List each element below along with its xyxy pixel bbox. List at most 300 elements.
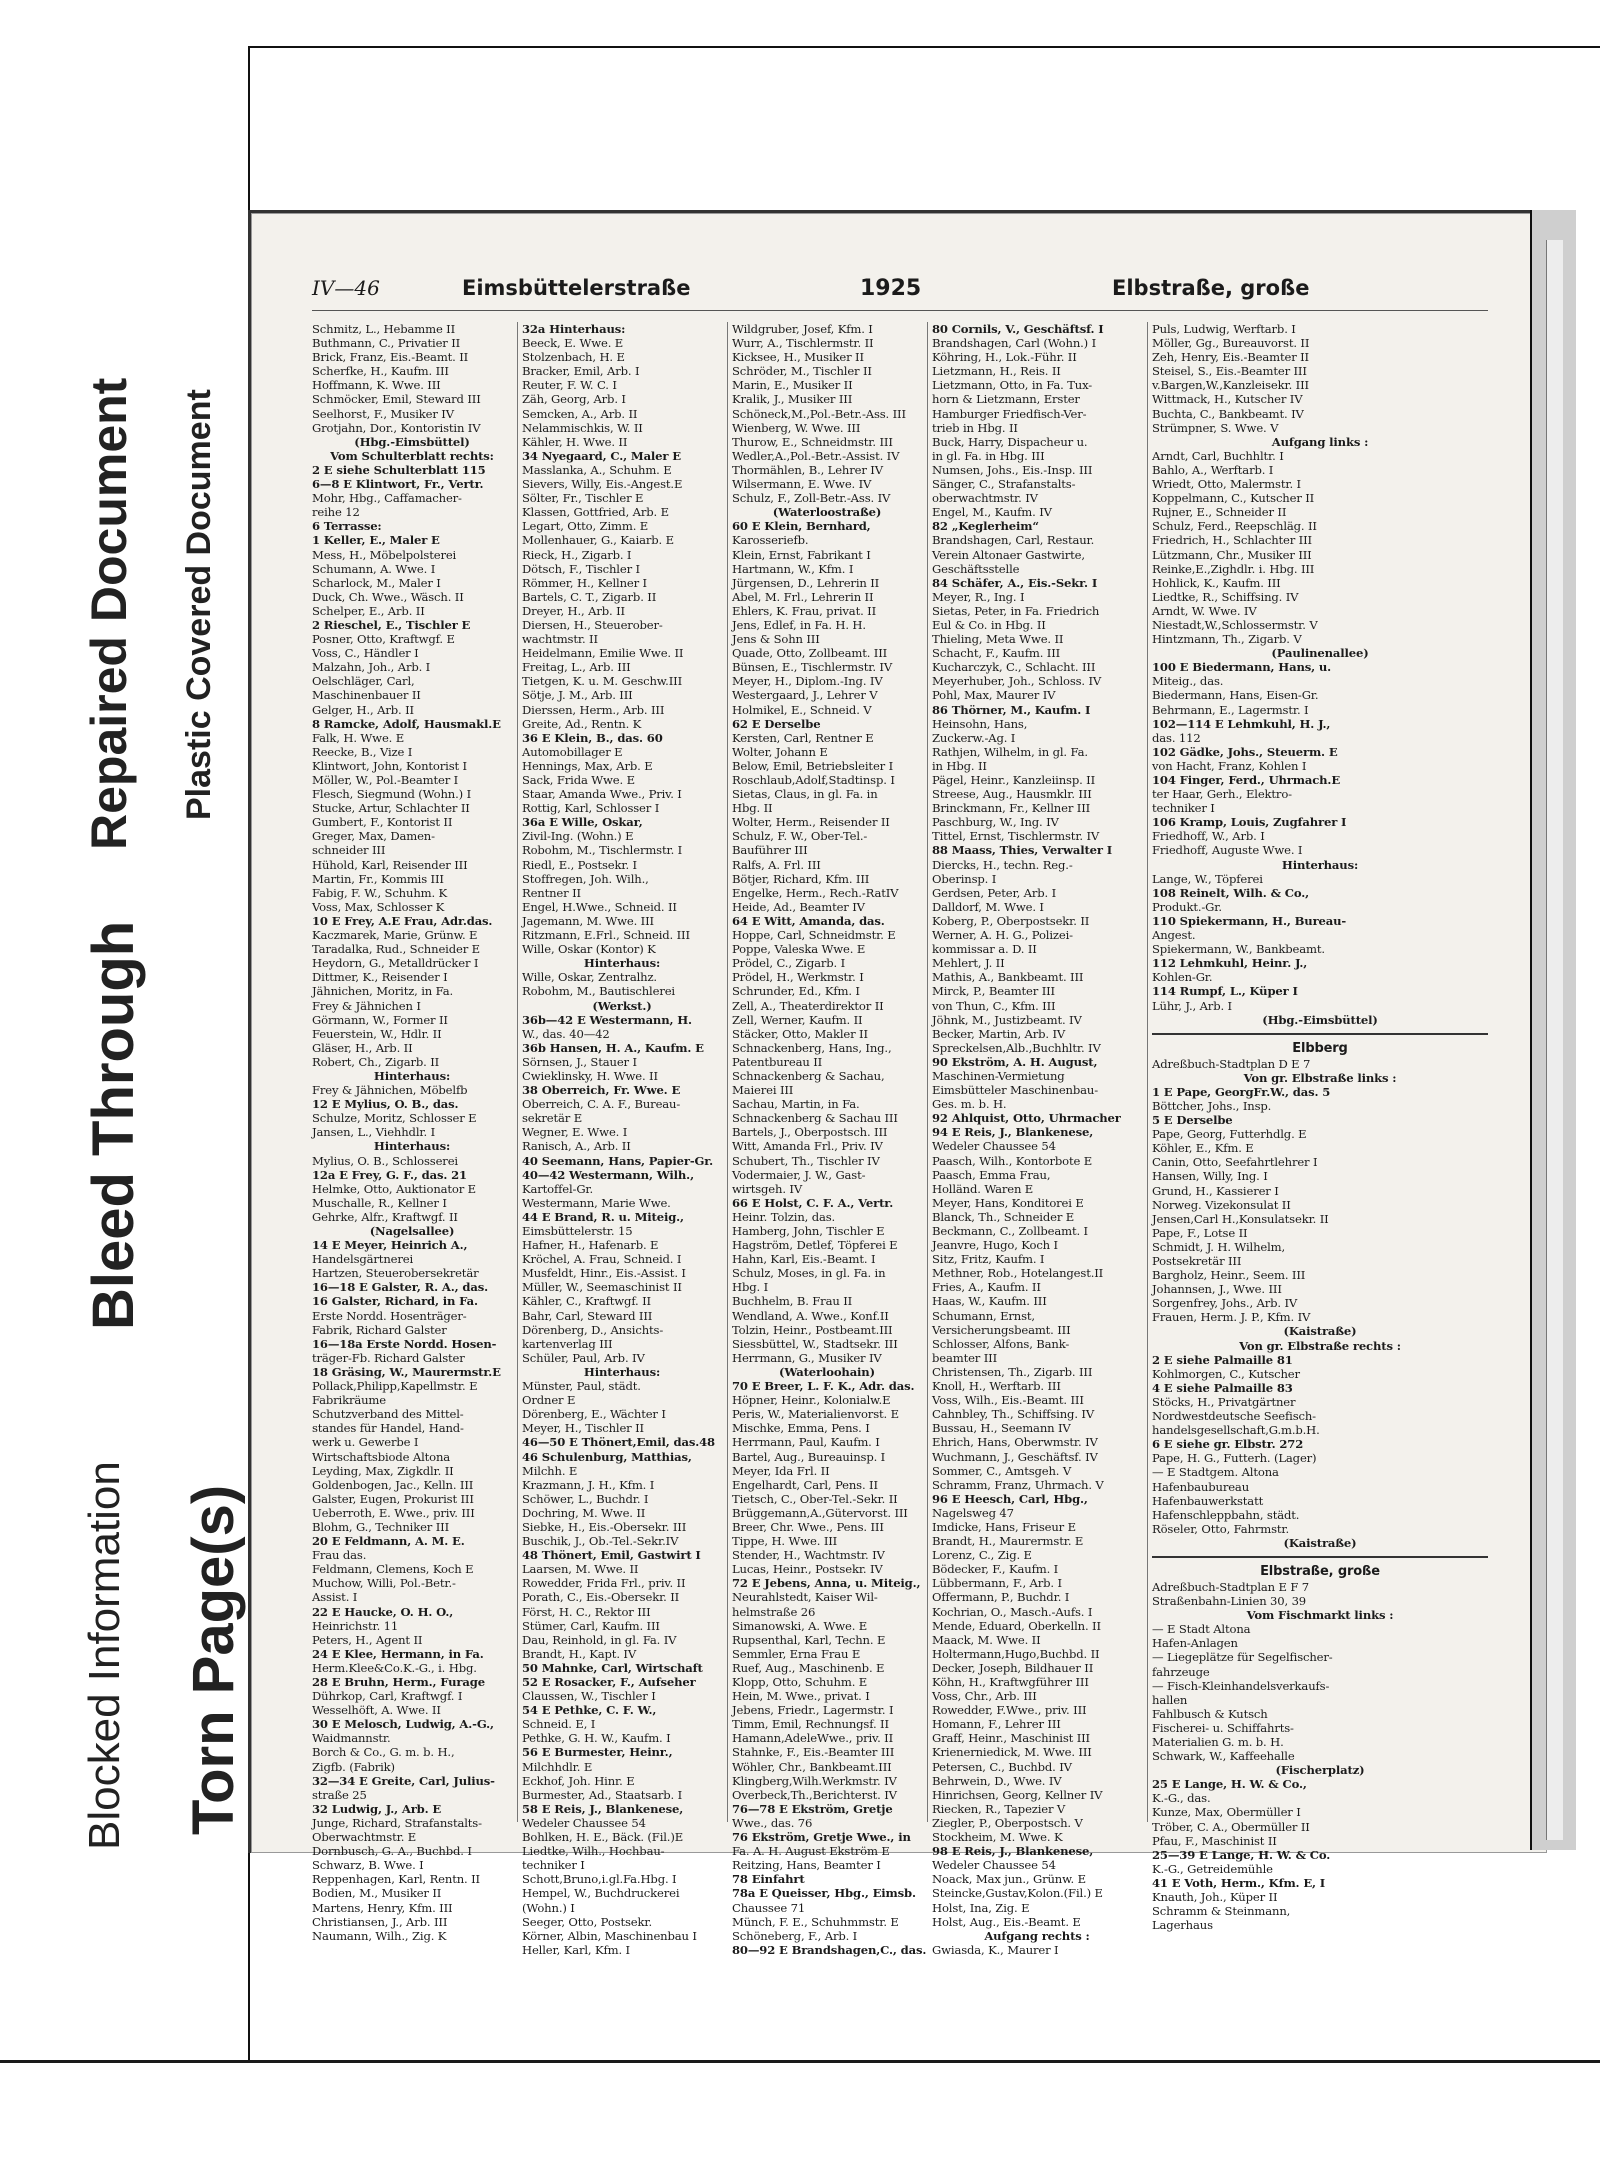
directory-entry: Holmikel, E., Schneid. V (732, 702, 872, 717)
directory-entry: Postsekretär III (1152, 1254, 1242, 1268)
directory-entry: Galster, Eugen, Prokurist III (312, 1491, 474, 1506)
directory-entry: Stockheim, M. Wwe. K (932, 1830, 1063, 1845)
directory-entry: Engel, M., Kaufm. IV (932, 505, 1052, 520)
directory-entry: (Hbg.-Eimsbüttel) (1262, 1012, 1378, 1027)
directory-entry: Kröchel, A. Frau, Schneid. I (522, 1252, 682, 1267)
directory-entry: Hoppe, Carl, Schneidmstr. E (732, 928, 896, 943)
directory-entry: Mirck, P., Beamter III (932, 984, 1055, 999)
directory-entry: Heller, Karl, Kfm. I (522, 1942, 630, 1957)
directory-entry: Thurow, E., Schneidmstr. III (732, 434, 893, 449)
directory-entry: Schubert, Th., Tischler IV (732, 1153, 880, 1168)
directory-entry: Dierssen, Herm., Arb. III (522, 702, 665, 717)
directory-entry: Kähler, H. Wwe. II (522, 434, 628, 449)
directory-entry: Robert, Ch., Zigarb. II (312, 1054, 440, 1069)
directory-entry: Miteig., das. (1152, 674, 1224, 689)
directory-entry: Wille, Oskar (Kontor) K (522, 942, 656, 957)
directory-entry: Kochrian, O., Masch.-Aufs. I (932, 1604, 1093, 1619)
directory-entry: Hempel, W., Buchdruckerei (522, 1886, 680, 1901)
directory-entry: Seeger, Otto, Postsekr. (522, 1914, 653, 1929)
directory-entry: Dührkop, Carl, Kraftwgf. I (312, 1689, 463, 1704)
directory-entry: 98 E Reis, J., Blankenese, (932, 1844, 1094, 1859)
directory-entry: Hamann,AdeleWwe., priv. II (732, 1731, 894, 1746)
directory-entry: Oberinsp. I (932, 871, 997, 886)
directory-entry: Schnackenberg & Sachau III (732, 1111, 898, 1126)
page-right-edge-inner (1546, 240, 1563, 1840)
directory-entry: 32—34 E Greite, Carl, Julius- (312, 1773, 495, 1788)
directory-entry: Numsen, Johs., Eis.-Insp. III (932, 462, 1093, 477)
directory-entry: beamter III (932, 1350, 998, 1365)
directory-entry: Scherfke, H., Kaufm. III (312, 364, 449, 379)
directory-entry: Sorgenfrey, Johs., Arb. IV (1152, 1296, 1298, 1311)
directory-entry: Koppelmann, C., Kutscher II (1152, 491, 1315, 506)
directory-entry: 12 E Mylius, O. B., das. (312, 1097, 459, 1112)
directory-entry: Rujner, E., Schneider II (1152, 505, 1287, 520)
directory-entry: Hartmann, W., Kfm. I (732, 561, 854, 576)
directory-entry: Norweg. Vizekonsulat II (1152, 1197, 1291, 1212)
directory-entry: Engelhardt, Carl, Pens. II (732, 1477, 878, 1492)
directory-entry: Spreckelsen,Alb.,Buchhltr. IV (932, 1040, 1101, 1055)
torn-pages-label: Torn Page(s) (181, 1484, 246, 1835)
directory-entry: Jagemann, M. Wwe. III (522, 913, 654, 928)
directory-entry: Siebke, H., Eis.-Obersekr. III (522, 1519, 687, 1534)
directory-entry: Wedeler Chaussee 54 (932, 1858, 1056, 1873)
directory-entry: Schmöcker, Emil, Steward III (312, 392, 481, 407)
directory-entry: 110 Spiekermann, H., Bureau- (1152, 913, 1347, 928)
directory-entry: Tittel, Ernst, Tischlermstr. IV (932, 829, 1100, 844)
directory-entry: träger-Fb. Richard Galster (312, 1350, 465, 1365)
directory-entry: Lübbermann, F., Arb. I (932, 1576, 1062, 1591)
directory-entry: Holst, Aug., Eis.-Beamt. E (932, 1914, 1081, 1929)
directory-entry: Krienerniedick, M. Wwe. III (932, 1745, 1092, 1760)
directory-entry: Dreyer, H., Arb. II (522, 603, 625, 618)
directory-entry: Ehrich, Hans, Oberwmstr. IV (932, 1435, 1098, 1450)
directory-entry: Bussau, H., Seemann IV (932, 1421, 1071, 1436)
column-divider (927, 322, 928, 1822)
directory-entry: Feldmann, Clemens, Koch E (312, 1562, 474, 1577)
directory-entry: Bargholz, Heinr., Seem. III (1152, 1268, 1306, 1283)
directory-entry: Freitag, L., Arb. III (522, 660, 631, 675)
directory-entry: Hinterhaus: (583, 956, 661, 971)
directory-entry: Goldenbogen, Jac., Kelln. III (312, 1477, 474, 1492)
directory-entry: Erste Nordd. Hosenträger- (312, 1308, 467, 1323)
directory-entry: Mende, Eduard, Oberkelln. II (932, 1618, 1101, 1633)
directory-entry: Herrmann, Paul, Kaufm. I (732, 1435, 880, 1450)
directory-entry: Klassen, Gottfried, Arb. E (522, 505, 669, 520)
directory-entry: Rentner II (522, 885, 581, 900)
directory-entry: Zuckerw.-Ag. I (932, 730, 1016, 745)
directory-entry: (Kaistraße) (1283, 1535, 1357, 1550)
column-1 (312, 322, 512, 1943)
directory-entry: Schöneberg, F., Arb. I (732, 1928, 858, 1943)
directory-entry: Canin, Otto, Seefahrtlehrer I (1152, 1155, 1318, 1170)
directory-entry: 112 Lehmkuhl, Heinr. J., (1152, 956, 1308, 971)
directory-entry: Helmke, Otto, Auktionator E (312, 1181, 476, 1196)
directory-entry: von Hacht, Franz, Kohlen I (1152, 758, 1307, 773)
directory-entry: Tolzin, Heinr., Postbeamt.III (732, 1322, 893, 1337)
directory-entry: Tietgen, K. u. M. Geschw.III (522, 674, 682, 689)
directory-entry: Neurahlstedt, Kaiser Wil- (732, 1590, 878, 1605)
directory-entry: Jebens, Friedr., Lagermstr. I (732, 1703, 894, 1718)
directory-entry: schneider III (312, 843, 386, 858)
directory-entry: Gerdsen, Peter, Arb. I (932, 885, 1057, 900)
directory-entry: Jähnichen, Moritz, in Fa. (312, 984, 454, 999)
directory-entry: Muschalle, R., Kellner I (312, 1195, 447, 1210)
directory-entry: Simanowski, A. Wwe. E (732, 1618, 868, 1633)
directory-entry: Brandt, H., Kapt. IV (522, 1646, 637, 1661)
directory-entry: Reppenhagen, Karl, Rentn. II (312, 1872, 480, 1887)
directory-entry: (Nagelsallee) (369, 1224, 455, 1238)
directory-entry: Overbeck,Th.,Berichterst. IV (732, 1787, 897, 1802)
directory-entry: Kunze, Max, Obermüller I (1152, 1805, 1301, 1820)
directory-entry: Leyding, Max, Zigkdlr. II (312, 1463, 454, 1478)
directory-entry: Brüggemann,A.,Gütervorst. III (732, 1505, 908, 1520)
directory-entry: — E Stadt Altona (1152, 1622, 1251, 1637)
directory-entry: Wolter, Johann E (732, 744, 828, 759)
column-2 (522, 322, 722, 1957)
directory-entry: handelsgesellschaft,G.m.b.H. (1152, 1423, 1320, 1438)
directory-entry: Bodien, M., Musiker II (312, 1886, 442, 1901)
directory-entry: Buchhelm, B. Frau II (732, 1294, 853, 1309)
directory-entry: Eimsbüttelerstr. 15 (522, 1224, 633, 1238)
directory-entry: Hamburger Friedfisch-Ver- (932, 406, 1087, 421)
directory-entry: Decker, Joseph, Bildhauer II (932, 1660, 1094, 1675)
directory-columns (312, 322, 1488, 1957)
directory-entry: Wolter, Herm., Reisender II (732, 815, 890, 830)
directory-entry: Stoffregen, Joh. Wilh., (522, 871, 649, 886)
directory-entry: Scharlock, M., Maler I (312, 575, 441, 590)
directory-entry: werk u. Gewerbe I (312, 1435, 419, 1450)
directory-entry: 80 Cornils, V., Geschäftsf. I (932, 322, 1104, 336)
section-rule (1152, 1033, 1488, 1041)
directory-entry: Stümer, Carl, Kaufm. III (522, 1618, 660, 1633)
directory-entry: Lietzmann, Otto, in Fa. Tux- (932, 378, 1093, 393)
directory-entry: Pape, F., Lotse II (1152, 1225, 1248, 1240)
directory-entry: Schmidt, J. H. Wilhelm, (1152, 1239, 1286, 1254)
directory-entry: techniker I (1152, 801, 1215, 816)
directory-entry: Bartels, C. T., Zigarb. II (522, 589, 657, 604)
directory-entry: Brandshagen, Carl (Wohn.) I (932, 336, 1097, 351)
directory-entry: Lützmann, Chr., Musiker III (1152, 547, 1312, 562)
directory-entry: Frauen, Herm. J. P., Kfm. IV (1152, 1310, 1311, 1325)
directory-entry: 2 Rieschel, E., Tischler E (312, 617, 471, 632)
directory-entry: Hinterhaus: (1281, 857, 1359, 872)
directory-entry: Köhler, E., Kfm. E (1152, 1141, 1254, 1156)
directory-entry: Blanck, Th., Schneider E (932, 1209, 1075, 1224)
directory-entry: Flesch, Siegmund (Wohn.) I (312, 787, 472, 802)
directory-entry: Buchta, C., Bankbeamt. IV (1152, 406, 1304, 421)
directory-entry: 66 E Holst, C. F. A., Vertr. (732, 1195, 894, 1210)
directory-entry: Kohlen-Gr. (1152, 970, 1213, 985)
directory-entry: Taradalka, Rud., Schneider E (312, 942, 480, 957)
directory-entry: Cahnbley, Th., Schiffsing. IV (932, 1407, 1095, 1422)
directory-entry: Sänger, C., Strafanstalts- (932, 477, 1076, 492)
page-number: IV—46 (312, 276, 380, 300)
directory-entry: 46—50 E Thönert,Emil, das.48 (522, 1435, 715, 1450)
directory-entry: Hintzmann, Th., Zigarb. V (1152, 632, 1302, 647)
directory-entry: Sölter, Fr., Tischler E (522, 491, 644, 506)
directory-entry: Liedtke, R., Schiffsing. IV (1152, 589, 1299, 604)
directory-entry: 58 E Reis, J., Blankenese, (522, 1801, 684, 1816)
directory-entry: trieb in Hbg. II (932, 420, 1018, 435)
directory-entry: Ziegler, P., Oberpostsch. V (932, 1815, 1083, 1830)
directory-entry: Greite, Ad., Rentn. K (522, 716, 642, 731)
directory-entry: 52 E Rosacker, F., Aufseher (522, 1675, 696, 1689)
directory-entry: Heydorn, G., Metalldrücker I (312, 956, 479, 971)
directory-entry: v.Bargen,W.,Kanzleisekr. III (1152, 378, 1309, 393)
directory-entry: Geschäftsstelle (932, 561, 1020, 576)
directory-entry: 90 Ekström, A. H. August, (932, 1054, 1098, 1069)
directory-entry: Grotjahn, Dor., Kontoristin IV (312, 420, 481, 435)
directory-entry: Pollack,Philipp,Kapellmstr. E (312, 1379, 478, 1394)
directory-entry: Lange, W., Töpferei (1152, 871, 1263, 886)
directory-entry: Greger, Max, Damen- (312, 829, 435, 844)
directory-entry: K.-G., Getreidemühle (1152, 1861, 1273, 1876)
directory-entry: Breer, Chr. Wwe., Pens. III (732, 1519, 884, 1534)
directory-entry: Musfeldt, Hinr., Eis.-Assist. I (522, 1266, 686, 1281)
directory-entry: Bötjer, Richard, Kfm. III (732, 871, 870, 886)
directory-entry: Kartoffel-Gr. (522, 1181, 594, 1196)
directory-entry: 102—114 E Lehmkuhl, H. J., (1152, 716, 1331, 731)
directory-entry: 44 E Brand, R. u. Miteig., (522, 1209, 684, 1224)
directory-entry: Hühold, Karl, Reisender III (312, 857, 468, 872)
directory-entry: Friedhoff, Auguste Wwe. I (1152, 843, 1303, 858)
directory-entry: 2 E siehe Palmaille 81 (1152, 1352, 1293, 1367)
directory-entry: 82 „Keglerheim“ (932, 519, 1039, 534)
directory-entry: Bracker, Emil, Arb. I (522, 364, 640, 379)
directory-entry: Kohlmorgen, C., Kutscher (1152, 1366, 1300, 1381)
directory-entry: Jürgensen, D., Lehrerin II (732, 575, 880, 590)
directory-entry: 76 Ekström, Gretje Wwe., in (732, 1830, 911, 1845)
directory-entry: Straßenbahn-Linien 30, 39 (1152, 1594, 1307, 1609)
directory-entry: Schelper, E., Arb. II (312, 603, 425, 618)
directory-entry: Schöneck,M.,Pol.-Betr.-Ass. III (732, 406, 906, 421)
directory-entry: 108 Reinelt, Wilh. & Co., (1152, 885, 1309, 900)
directory-entry: Christiansen, J., Arb. III (312, 1914, 448, 1929)
directory-entry: Versicherungsbeamt. III (932, 1322, 1071, 1337)
directory-entry: Körner, Albin, Maschinenbau I (522, 1928, 697, 1943)
directory-entry: Heidelmann, Emilie Wwe. II (522, 646, 684, 661)
directory-entry: Ranisch, A., Arb. II (522, 1139, 631, 1154)
directory-entry: 54 E Pethke, C. F. W., (522, 1703, 657, 1718)
directory-entry: Sietas, Peter, in Fa. Friedrich (932, 603, 1100, 618)
directory-entry: 6 Terrasse: (312, 519, 382, 534)
directory-entry: 34 Nyegaard, C., Maler E (522, 448, 681, 463)
directory-entry: 114 Rumpf, L., Küper I (1152, 984, 1298, 999)
directory-entry: in gl. Fa. in Hbg. III (932, 448, 1045, 463)
directory-entry: Ralfs, A. Frl. III (732, 857, 821, 872)
directory-entry: Assist. I (312, 1590, 358, 1605)
directory-entry: 64 E Witt, Amanda, das. (732, 913, 885, 928)
directory-entry: Von gr. Elbstraße links : (1243, 1070, 1397, 1085)
directory-entry: Meyer, H., Diplom.-Ing. IV (732, 674, 883, 689)
directory-entry: hallen (1152, 1692, 1188, 1707)
directory-entry: Abel, M. Frl., Lehrerin II (732, 589, 874, 604)
directory-entry: Seelhorst, F., Musiker IV (312, 406, 454, 421)
directory-entry: 48 Thönert, Emil, Gastwirt I (522, 1548, 701, 1563)
directory-entry: 96 E Heesch, Carl, Hbg., (932, 1491, 1088, 1506)
directory-entry: Lagerhaus (1152, 1918, 1213, 1933)
directory-entry: 32 Ludwig, J., Arb. E (312, 1801, 442, 1816)
column-divider (517, 322, 518, 1822)
directory-entry: 76—78 E Ekström, Gretje (732, 1801, 893, 1816)
directory-entry: Köhring, H., Lok.-Führ. II (932, 350, 1077, 365)
directory-entry: 36 E Klein, B., das. 60 (522, 730, 663, 745)
directory-entry: Kucharczyk, C., Schlacht. III (932, 660, 1096, 675)
directory-entry: Nagelsweg 47 (932, 1505, 1014, 1520)
directory-entry: Methner, Rob., Hotelangest.II (932, 1266, 1104, 1281)
directory-entry: Streese, Aug., Hausmklr. III (932, 787, 1092, 802)
directory-entry: Kähler, C., Kraftwgf. II (522, 1294, 651, 1309)
directory-entry: Aufgang links : (1271, 434, 1369, 449)
directory-entry: Tippe, H. Wwe. III (732, 1534, 838, 1549)
directory-entry: Buschik, J., Ob.-Tel.-Sekr.IV (522, 1534, 679, 1549)
directory-entry: Engel, H.Wwe., Schneid. II (522, 899, 677, 914)
directory-entry: 62 E Derselbe (732, 716, 821, 731)
directory-entry: 72 E Jebens, Anna, u. Miteig., (732, 1576, 921, 1591)
directory-entry: Wilsermann, E. Wwe. IV (732, 477, 872, 492)
directory-entry: Steisel, S., Eis.-Beamter III (1152, 364, 1307, 379)
directory-entry: Thormählen, B., Lehrer IV (732, 462, 883, 477)
directory-entry: Rowedder, F.Wwe., priv. III (932, 1703, 1087, 1718)
directory-entry: Jens, Edlef, in Fa. H. H. (732, 617, 866, 632)
directory-entry: Meyer, R., Ing. I (932, 589, 1025, 604)
directory-entry: Ueberroth, E. Wwe., priv. III (312, 1505, 475, 1520)
directory-entry: Koberg, P., Oberpostsekr. II (932, 913, 1090, 928)
directory-entry: Westermann, Marie Wwe. (522, 1195, 671, 1210)
directory-entry: Sötje, J. M., Arb. III (522, 688, 633, 703)
directory-entry: Diersen, H., Steuerober- (522, 617, 663, 632)
directory-entry: Voss, Wilh., Eis.-Beamt. III (932, 1393, 1084, 1408)
directory-entry: Wriedt, Otto, Malermstr. I (1152, 477, 1301, 492)
directory-entry: Malzahn, Joh., Arb. I (312, 660, 431, 675)
directory-entry: Rieck, H., Zigarb. I (522, 547, 632, 562)
directory-entry: Bartels, J., Oberpostsch. III (732, 1125, 888, 1140)
directory-entry: Semcken, A., Arb. II (522, 406, 638, 421)
column-5 (1152, 322, 1488, 1933)
directory-entry: Niestadt,W.,Schlossermstr. V (1152, 617, 1318, 632)
directory-entry: Witt, Amanda Frl., Priv. IV (732, 1139, 883, 1154)
directory-entry: Milchhdlr. E (522, 1759, 593, 1774)
directory-entry: Schulz, F. W., Ober-Tel.- (732, 829, 868, 844)
directory-entry: Oelschläger, Carl, (312, 674, 415, 689)
directory-entry: Hafenbaubureau (1152, 1479, 1250, 1494)
directory-entry: Mollenhauer, G., Kaiarb. E (522, 533, 674, 548)
directory-entry: Frey & Jähnichen I (312, 998, 421, 1013)
directory-entry: Hinterhaus: (373, 1139, 451, 1154)
directory-entry: Schnackenberg & Sachau, (732, 1068, 885, 1083)
directory-entry: 14 E Meyer, Heinrich A., (312, 1238, 468, 1253)
directory-entry: Grund, H., Kassierer I (1152, 1183, 1279, 1198)
directory-entry: Brick, Franz, Eis.-Beamt. II (312, 350, 469, 365)
directory-entry: Gelger, H., Arb. II (312, 702, 414, 717)
directory-entry: Johannsen, J., Wwe. III (1152, 1282, 1282, 1297)
directory-entry: 2 E siehe Schulterblatt 115 (312, 462, 486, 477)
directory-entry: Wildgruber, Josef, Kfm. I (732, 322, 873, 336)
directory-entry: Martens, Henry, Kfm. III (312, 1900, 453, 1915)
directory-entry: Milchh. E (522, 1463, 578, 1478)
directory-entry: Dörenberg, D., Ansichts- (522, 1322, 664, 1337)
directory-entry: Wedeler Chaussee 54 (522, 1815, 646, 1830)
directory-entry: Jöhnk, M., Justizbeamt. IV (932, 1012, 1082, 1027)
directory-entry: Peters, H., Agent II (312, 1632, 423, 1647)
directory-entry: Robohm, M., Tischlermstr. I (522, 843, 683, 858)
directory-entry: Karosseriefb. (732, 533, 809, 548)
directory-entry: fahrzeuge (1152, 1664, 1210, 1679)
directory-entry: (Hbg.-Eimsbüttel) (354, 434, 470, 449)
directory-entry: Hagström, Detlef, Töpferei E (732, 1238, 898, 1253)
directory-entry: Herrmann, G., Musiker IV (732, 1350, 882, 1365)
directory-entry: Schlosser, Alfons, Bank- (932, 1336, 1070, 1351)
directory-entry: Stucke, Artur, Schlachter II (312, 801, 470, 816)
directory-entry: Schöwer, L., Buchdr. I (522, 1491, 649, 1506)
directory-entry: 56 E Burmester, Heinr., (522, 1745, 673, 1760)
directory-entry: Falk, H. Wwe. E (312, 730, 405, 745)
directory-entry: 36b Hansen, H. A., Kaufm. E (522, 1040, 704, 1055)
section-rule (1152, 1556, 1488, 1564)
directory-entry: Strümpner, S. Wwe. V (1152, 420, 1279, 435)
directory-entry: 32a Hinterhaus: (522, 322, 626, 336)
directory-entry: Hafenschleppbahn, städt. (1152, 1507, 1300, 1522)
directory-entry: Staar, Amanda Wwe., Priv. I (522, 787, 682, 802)
directory-entry: Hbg. I (732, 1280, 769, 1295)
directory-entry: Kaczmarek, Marie, Grünw. E (312, 928, 478, 943)
directory-entry: Hoffmann, K. Wwe. III (312, 378, 441, 393)
directory-entry: standes für Handel, Hand- (312, 1421, 464, 1436)
directory-entry: 4 E siehe Palmaille 83 (1152, 1380, 1293, 1395)
directory-entry: 88 Maass, Thies, Verwalter I (932, 843, 1113, 858)
directory-entry: Nelammischkis, W. II (522, 420, 643, 435)
directory-entry: Verein Altonaer Gastwirte, (932, 547, 1085, 562)
directory-entry: Römmer, H., Kellner I (522, 575, 647, 590)
directory-entry: Frau das. (312, 1548, 367, 1563)
directory-entry: Reinke,E.,Zighdlr. i. Hbg. III (1152, 561, 1315, 576)
directory-entry: Hennings, Max, Arb. E (522, 758, 653, 773)
directory-entry: Gumbert, F., Kontorist II (312, 815, 453, 830)
directory-entry: Meyer, Hans, Konditorei E (932, 1195, 1084, 1210)
directory-entry: 86 Thörner, M., Kaufm. I (932, 702, 1091, 717)
directory-entry: Naumann, Wilh., Zig. K (312, 1928, 447, 1943)
directory-entry: Bartel, Aug., Bureauinsp. I (732, 1449, 886, 1464)
directory-entry: 36a E Wille, Oskar, (522, 815, 643, 830)
directory-entry: Wegner, E. Wwe. I (522, 1125, 628, 1140)
directory-entry: Schramm, Franz, Uhrmach. V (932, 1477, 1104, 1492)
directory-entry: Först, H. C., Rektor III (522, 1604, 651, 1619)
directory-entry: Jansen, L., Viehhdlr. I (312, 1125, 435, 1140)
directory-entry: Thieling, Meta Wwe. II (932, 632, 1064, 647)
directory-entry: Zäh, Georg, Arb. I (522, 392, 626, 407)
directory-entry: Böttcher, Johs., Insp. (1152, 1098, 1272, 1113)
directory-entry: Siessbüttel, W., Stadtsekr. III (732, 1336, 898, 1351)
directory-entry: Gwiasda, K., Maurer I (932, 1942, 1059, 1957)
directory-entry: Hamberg, John, Tischler E (732, 1224, 885, 1238)
directory-entry: 36b—42 E Westermann, H. (522, 1012, 692, 1027)
directory-entry: Hafen-Anlagen (1152, 1636, 1238, 1651)
directory-entry: Hinterhaus: (583, 1364, 661, 1379)
directory-entry: Dötsch, F., Tischler I (522, 561, 640, 576)
directory-entry: Schmitz, L., Hebamme II (312, 322, 456, 336)
directory-entry: (Wohn.) I (522, 1900, 575, 1915)
directory-entry: Beeck, E. Wwe. E (522, 336, 624, 351)
directory-entry: Duck, Ch. Wwe., Wäsch. II (312, 589, 464, 604)
directory-entry: das. 112 (1152, 730, 1201, 745)
directory-entry: Vom Schulterblatt rechts: (330, 448, 494, 463)
directory-entry: Meyer, Ida Frl. II (732, 1463, 830, 1478)
directory-entry: Tröber, C. A., Obermüller II (1152, 1819, 1310, 1834)
directory-entry: Offermann, P., Buchdr. I (932, 1590, 1070, 1605)
directory-entry: 1 E Pape, GeorgFr.W., das. 5 (1152, 1084, 1331, 1099)
directory-entry: 40—42 Westermann, Wilh., (522, 1167, 694, 1182)
directory-entry: Friedhoff, W., Arb. I (1152, 829, 1265, 844)
